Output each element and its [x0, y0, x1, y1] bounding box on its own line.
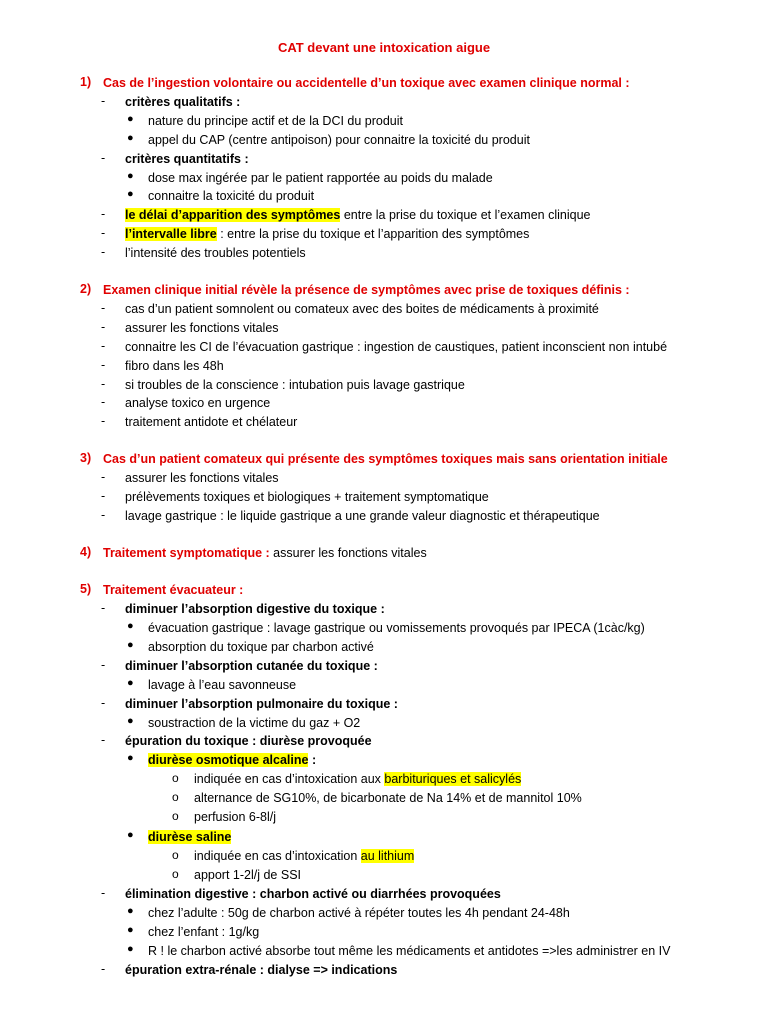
dash-marker: - — [101, 151, 106, 165]
section-heading: Cas d’un patient comateux qui présente des symptômes toxiques mais sans orientation initiale — [103, 452, 668, 466]
item-text: : entre la prise du toxique et l’apparition des symptômes — [216, 227, 530, 241]
dash-marker: - — [101, 658, 106, 672]
circle-marker: o — [172, 848, 179, 862]
document-title: CAT devant une intoxication aigue — [277, 40, 491, 55]
item-text: indiquée en cas d’intoxication aux — [194, 772, 385, 786]
bullet-marker: ● — [127, 715, 134, 727]
section-number: 2) — [80, 282, 92, 296]
dash-marker: - — [101, 962, 106, 976]
list-item — [148, 829, 231, 845]
list-item: connaitre la toxicité du produit — [148, 189, 315, 203]
list-item: traitement antidote et chélateur — [125, 415, 298, 429]
dash-marker: - — [101, 245, 106, 259]
dash-marker: - — [101, 601, 106, 615]
dash-marker: - — [101, 301, 106, 315]
highlighted-text: au lithium — [360, 849, 415, 863]
item-text: : — [308, 753, 317, 767]
dash-marker: - — [101, 414, 106, 428]
heading-text: Traitement symptomatique : — [103, 546, 270, 560]
list-item — [148, 752, 316, 768]
list-item — [194, 771, 521, 787]
list-item: apport 1-2l/j de SSI — [194, 868, 302, 882]
circle-marker: o — [172, 771, 179, 785]
item-text: assurer les fonctions vitales — [269, 546, 427, 560]
section-heading: Traitement évacuateur : — [103, 583, 244, 597]
bullet-marker: ● — [127, 188, 134, 200]
bullet-marker: ● — [127, 170, 134, 182]
bullet-marker: ● — [127, 132, 134, 144]
list-item: assurer les fonctions vitales — [125, 321, 279, 335]
list-item: soustraction de la victime du gaz + O2 — [148, 716, 361, 730]
list-item: épuration extra-rénale : dialyse => indications — [125, 963, 398, 977]
list-item: connaitre les CI de l’évacuation gastrique : ingestion de caustiques, patient inconscient non intubé — [125, 340, 668, 354]
list-item: lavage à l’eau savonneuse — [148, 678, 297, 692]
list-item: appel du CAP (centre antipoison) pour connaitre la toxicité du produit — [148, 133, 530, 147]
list-item: assurer les fonctions vitales — [125, 471, 279, 485]
list-item: critères quantitatifs : — [125, 152, 249, 166]
section-heading: Examen clinique initial révèle la présence de symptômes avec prise de toxiques définis : — [103, 283, 630, 297]
list-item: alternance de SG10%, de bicarbonate de Na 14% et de mannitol 10% — [194, 791, 582, 805]
list-item — [194, 848, 414, 864]
list-item: perfusion 6-8l/j — [194, 810, 276, 824]
dash-marker: - — [101, 358, 106, 372]
highlighted-text: le délai d’apparition des symptômes — [125, 208, 341, 222]
item-text: indiquée en cas d’intoxication — [194, 849, 361, 863]
list-item: si troubles de la conscience : intubation puis lavage gastrique — [125, 378, 465, 392]
bullet-marker: ● — [127, 943, 134, 955]
bullet-marker: ● — [127, 905, 134, 917]
dash-marker: - — [101, 508, 106, 522]
dash-marker: - — [101, 94, 106, 108]
section-heading: Cas de l’ingestion volontaire ou accidentelle d’un toxique avec examen clinique normal : — [103, 76, 630, 90]
list-item: critères qualitatifs : — [125, 95, 241, 109]
bullet-marker: ● — [127, 829, 134, 841]
dash-marker: - — [101, 395, 106, 409]
list-item: diminuer l’absorption digestive du toxique : — [125, 602, 385, 616]
list-item: nature du principe actif et de la DCI du produit — [148, 114, 404, 128]
section-number: 1) — [80, 75, 92, 89]
bullet-marker: ● — [127, 677, 134, 689]
bullet-marker: ● — [127, 924, 134, 936]
list-item: analyse toxico en urgence — [125, 396, 271, 410]
list-item: fibro dans les 48h — [125, 359, 224, 373]
list-item — [125, 207, 591, 223]
list-item: cas d’un patient somnolent ou comateux avec des boites de médicaments à proximité — [125, 302, 599, 316]
section-number: 5) — [80, 582, 92, 596]
bullet-marker: ● — [127, 620, 134, 632]
section-heading — [103, 545, 427, 561]
list-item: prélèvements toxiques et biologiques + traitement symptomatique — [125, 490, 489, 504]
bullet-marker: ● — [127, 752, 134, 764]
dash-marker: - — [101, 489, 106, 503]
bullet-marker: ● — [127, 113, 134, 125]
list-item: dose max ingérée par le patient rapportée au poids du malade — [148, 171, 493, 185]
dash-marker: - — [101, 470, 106, 484]
list-item: diminuer l’absorption pulmonaire du toxique : — [125, 697, 398, 711]
list-item: lavage gastrique : le liquide gastrique a une grande valeur diagnostic et thérapeutique — [125, 509, 600, 523]
list-item: épuration du toxique : diurèse provoquée — [125, 734, 372, 748]
list-item: absorption du toxique par charbon activé — [148, 640, 374, 654]
dash-marker: - — [101, 733, 106, 747]
list-item: l’intensité des troubles potentiels — [125, 246, 306, 260]
list-item: chez l’adulte : 50g de charbon activé à répéter toutes les 4h pendant 24-48h — [148, 906, 570, 920]
highlighted-text: l’intervalle libre — [125, 227, 217, 241]
list-item: R ! le charbon activé absorbe tout même les médicaments et antidotes =>les administrer en IV — [148, 944, 671, 958]
highlighted-text: barbituriques et salicylés — [384, 772, 522, 786]
list-item: élimination digestive : charbon activé ou diarrhées provoquées — [125, 887, 501, 901]
list-item: chez l’enfant : 1g/kg — [148, 925, 260, 939]
circle-marker: o — [172, 809, 179, 823]
highlighted-text: diurèse osmotique alcaline — [148, 753, 309, 767]
dash-marker: - — [101, 377, 106, 391]
dash-marker: - — [101, 320, 106, 334]
dash-marker: - — [101, 339, 106, 353]
list-item — [125, 226, 529, 242]
list-item: diminuer l’absorption cutanée du toxique : — [125, 659, 378, 673]
section-number: 4) — [80, 545, 92, 559]
dash-marker: - — [101, 696, 106, 710]
section-number: 3) — [80, 451, 92, 465]
circle-marker: o — [172, 867, 179, 881]
circle-marker: o — [172, 790, 179, 804]
dash-marker: - — [101, 226, 106, 240]
highlighted-text: diurèse saline — [148, 830, 232, 844]
bullet-marker: ● — [127, 639, 134, 651]
item-text: entre la prise du toxique et l’examen clinique — [340, 208, 591, 222]
dash-marker: - — [101, 207, 106, 221]
list-item: évacuation gastrique : lavage gastrique ou vomissements provoqués par IPECA (1càc/kg) — [148, 621, 645, 635]
dash-marker: - — [101, 886, 106, 900]
